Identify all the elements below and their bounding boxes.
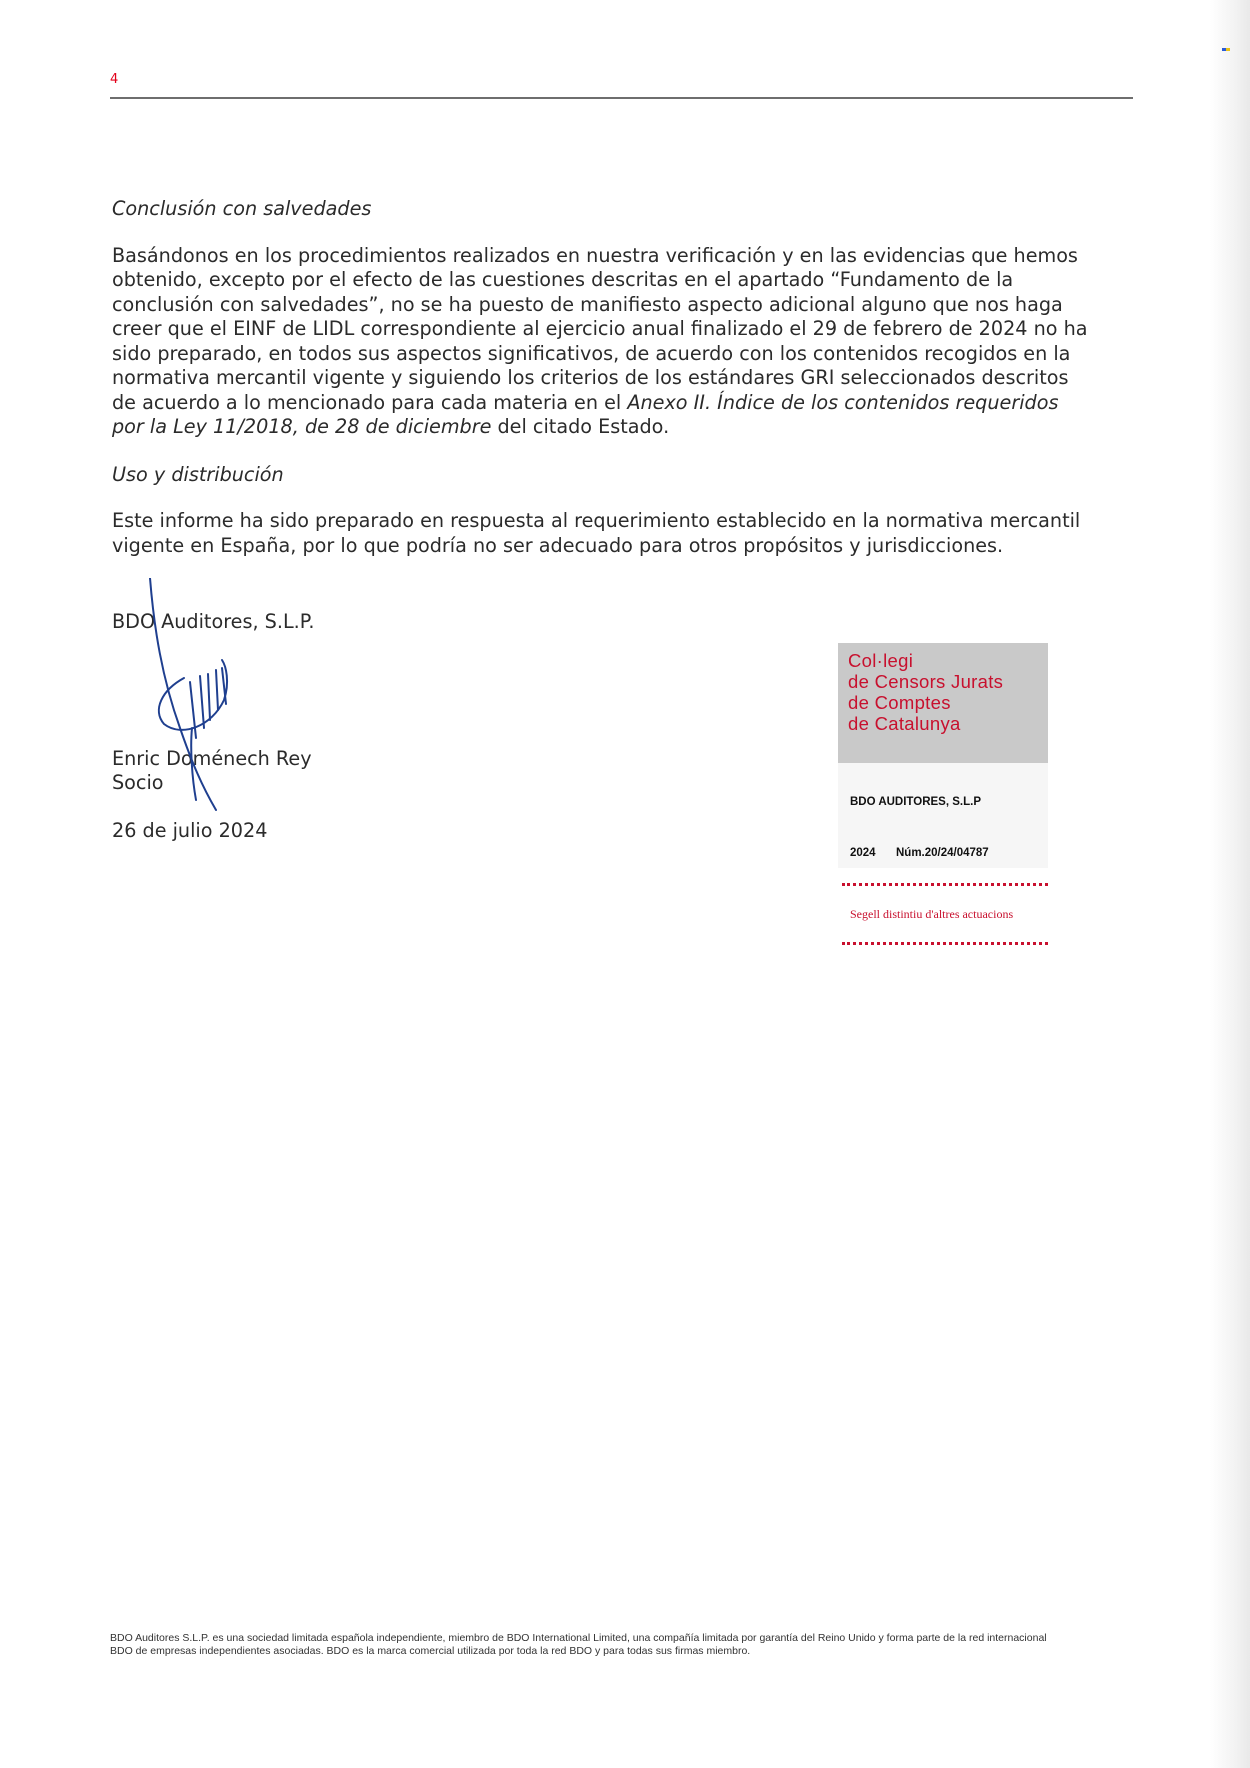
stamp-title-line: Col·legi bbox=[848, 650, 914, 671]
stamp-dotted-rule bbox=[842, 883, 1048, 886]
scan-marker bbox=[1222, 36, 1230, 42]
use-paragraph: Este informe ha sido preparado en respuesta al requerimiento establecido en la normativa mercantil vigente en España, por lo que podría no ser adecuado para otros propósitos y jurisdicciones. bbox=[112, 509, 1081, 557]
stamp-firm: BDO AUDITORES, S.L.P bbox=[850, 796, 981, 808]
stamp-title-line: de Censors Jurats bbox=[848, 671, 1004, 692]
header-rule bbox=[110, 97, 1133, 99]
college-stamp bbox=[838, 643, 1050, 955]
signer-role: Socio bbox=[112, 771, 164, 794]
stamp-title-line: de Comptes bbox=[848, 692, 951, 713]
conclusion-text: Basándonos en los procedimientos realizados en nuestra verificación y en las evidencias que hemos obtenido, excepto por el efecto de las cuestiones descritas en el apartado “Fundamento de la conclusión con salvedades”, no se ha puesto de manifiesto aspecto adicional alguno que nos haga creer que el EINF de LIDL correspondiente al ejercicio anual finalizado el 29 de febrero de 2024 no ha sido preparado, en todos sus aspectos significativos, de acuerdo con los contenidos recogidos en la normativa mercantil vigente y siguiendo los criterios de los estándares GRI seleccionados descritos de acuerdo a lo mencionado para cada materia en el bbox=[112, 243, 1088, 414]
legal-footer: BDO Auditores S.L.P. es una sociedad limitada española independiente, miembro de BDO International Limited, una compañía limitada por garantía del Reino Unido y forma parte de la red internacional BDO de empresas independientes asociadas. BDO es la marca comercial utilizada por toda la red BDO y para todas sus firmas miembro. bbox=[110, 1632, 1047, 1657]
annex-reference: Anexo II. Índice de los contenidos requeridos por la Ley 11/2018, de 28 de diciembre bbox=[112, 390, 1059, 438]
signer-name: Enric Doménech Rey bbox=[112, 747, 312, 770]
stamp-title bbox=[848, 650, 1003, 734]
page-number: 4 bbox=[110, 72, 119, 87]
handwritten-signature bbox=[140, 578, 250, 828]
stamp-seal-label: Segell distintiu d'altres actuacions bbox=[850, 907, 1014, 921]
stamp-dotted-rule bbox=[842, 942, 1048, 945]
signing-date: 26 de julio 2024 bbox=[112, 819, 268, 842]
conclusion-paragraph bbox=[112, 244, 1092, 440]
report-body bbox=[112, 197, 1092, 581]
stamp-title-line: de Catalunya bbox=[848, 713, 961, 734]
stamp-number: Núm.20/24/04787 bbox=[896, 847, 989, 859]
conclusion-text-end: del citado Estado. bbox=[491, 415, 670, 438]
stamp-year: 2024 bbox=[850, 847, 876, 859]
conclusion-heading: Conclusión con salvedades bbox=[112, 197, 372, 220]
firm-name: BDO Auditores, S.L.P. bbox=[112, 610, 315, 633]
use-heading: Uso y distribución bbox=[112, 462, 284, 486]
page-edge bbox=[1210, 0, 1250, 1768]
